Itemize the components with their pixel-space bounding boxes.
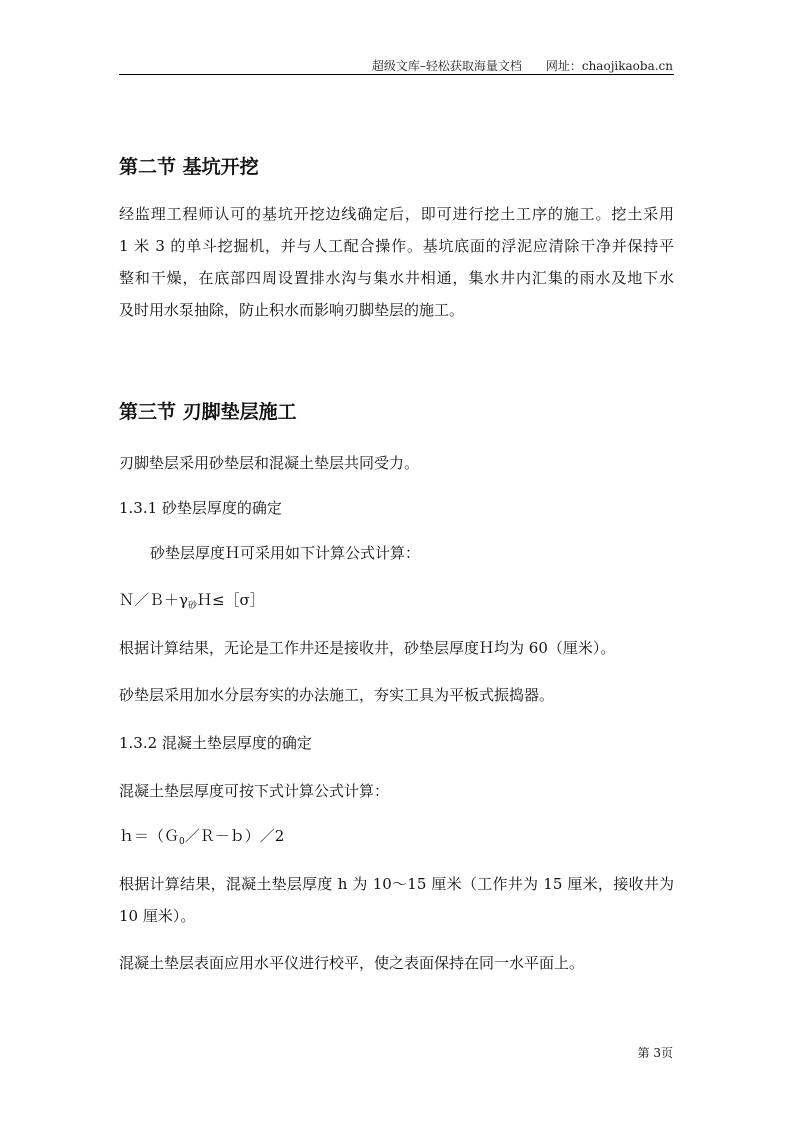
paragraph-line: 1 米 3 的单斗挖掘机，并与人工配合操作。基坑底面的浮泥应清除干净并保持平 (119, 237, 674, 255)
page-number: 第 3页 (637, 1046, 673, 1060)
formula-1 (119, 590, 265, 616)
formula-2-subscript: 0 (179, 837, 185, 847)
method-text: 砂垫层采用加水分层夯实的办法施工，夯实工具为平板式振捣器。 (119, 686, 555, 704)
header-rule (119, 74, 674, 75)
formula-1-part-a: Ｎ／Ｂ＋γ (119, 591, 188, 609)
result-2-line: 10 厘米）。 (119, 907, 196, 925)
formula-2-intro: 混凝土垫层厚度可按下式计算公式计算： (119, 782, 390, 800)
page-header (372, 57, 673, 74)
section-3-title: 第三节 刃脚垫层施工 (119, 401, 297, 423)
result-1: 根据计算结果，无论是工作井还是接收井，砂垫层厚度Ｈ均为 60（厘米）。 (119, 639, 616, 657)
header-site: 超级文库–轻松获取海量文档 (371, 59, 522, 73)
paragraph-line: 及时用水泵抽除，防止积水而影响刃脚垫层的施工。 (119, 301, 465, 319)
subheading-1-3-1: 1.3.1 砂垫层厚度的确定 (119, 499, 282, 517)
formula-intro: 砂垫层厚度Ｈ可采用如下计算公式计算： (150, 544, 421, 562)
paragraph-line: 整和干燥，在底部四周设置排水沟与集水井相通，集水井内汇集的雨水及地下水 (119, 269, 674, 287)
paragraph-line: 经监理工程师认可的基坑开挖边线确定后，即可进行挖土工序的施工。挖土采用 (119, 205, 674, 223)
formula-1-subscript: 砂 (187, 601, 197, 611)
subheading-1-3-2: 1.3.2 混凝土垫层厚度的确定 (119, 734, 312, 752)
formula-2-part-a: ｈ＝（Ｇ (119, 827, 180, 845)
result-2-line: 根据计算结果，混凝土垫层厚度 h 为 10～15 厘米（工作井为 15 厘米，接收井为 (119, 875, 674, 893)
formula-2 (119, 826, 284, 852)
final-text: 混凝土垫层表面应用水平仪进行校平，使之表面保持在同一水平面上。 (119, 954, 585, 972)
formula-2-part-b: ／Ｒ－ｂ）／2 (184, 827, 285, 845)
header-url: 网址：chaojikaoba.cn (545, 59, 673, 73)
formula-1-part-b: Ｈ≤［σ］ (196, 591, 265, 609)
section-2-title: 第二节 基坑开挖 (119, 156, 259, 178)
intro-text: 刃脚垫层采用砂垫层和混凝土垫层共同受力。 (119, 454, 420, 472)
